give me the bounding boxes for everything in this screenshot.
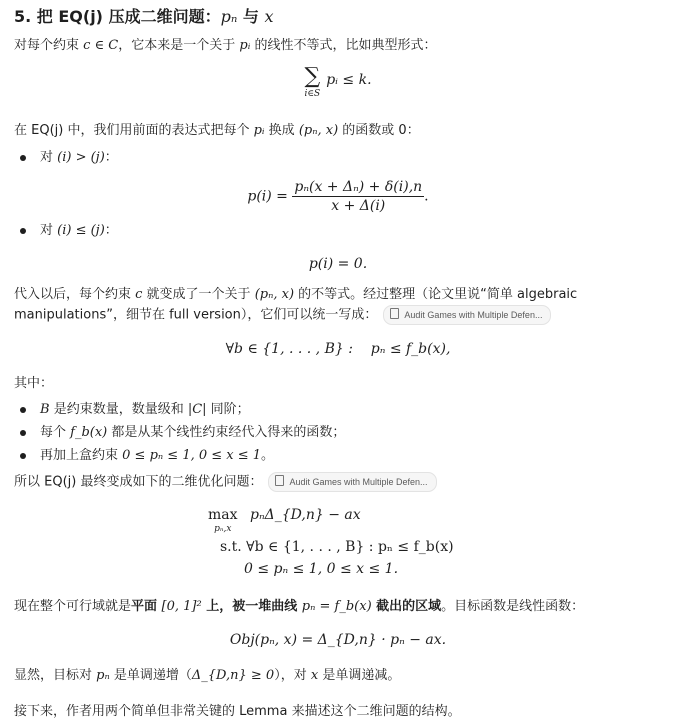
eq2-denominator: x + Δ(i) xyxy=(331,198,386,214)
text: 所以 EQ(j) 最终变成如下的二维优化问题： xyxy=(14,474,263,490)
bullet-dot xyxy=(20,155,26,161)
text: 是单调递增（ xyxy=(109,668,192,683)
text: ： xyxy=(104,150,118,165)
text: 的线性不等式，比如典型形式： xyxy=(250,38,437,53)
bold-text: 上，被一堆曲线 xyxy=(201,599,302,614)
eq2-numerator: pₙ(x + Δₙ) + δ(i),n xyxy=(294,179,423,195)
text: ，它本来是一个关于 xyxy=(118,38,240,53)
math-pn-x: (pₙ, x) xyxy=(298,123,339,138)
math-i-leq-j: (i) ≤ (j) xyxy=(57,223,105,238)
math-pn: pₙ xyxy=(96,668,110,683)
heading-math-pn: pₙ xyxy=(220,7,238,26)
text: 的不等式。经过整理（论文里说“简单 algebraic xyxy=(294,287,578,302)
opt-objective: pₙΔ_{D,n} − ax xyxy=(249,507,361,523)
text: 再加上盒约束 xyxy=(40,448,123,463)
paragraph-monotonicity xyxy=(14,667,400,685)
heading-prefix: 5. 把 EQ(j) 压成二维问题： xyxy=(14,7,221,26)
math-pi: pᵢ xyxy=(253,123,265,138)
list-item-box xyxy=(40,447,274,465)
heading-math-x: x xyxy=(264,7,274,26)
text: 都是从某个线性约束经代入得来的函数； xyxy=(107,425,346,440)
text: 对每个约束 xyxy=(14,38,84,53)
math-i-gt-j: (i) > (j) xyxy=(57,150,105,165)
opt-max-sub: pₙ,x xyxy=(214,524,232,534)
opt-objective-row xyxy=(208,506,454,536)
list-item-fb xyxy=(40,424,345,442)
paragraph-feasible-region xyxy=(14,598,584,616)
paragraph-after-substitution-line2 xyxy=(14,305,551,325)
text: 的函数或 0： xyxy=(338,123,420,138)
equation-p-i-fraction xyxy=(0,178,676,218)
document-icon xyxy=(390,308,399,319)
bullet-dot xyxy=(20,228,26,234)
text: 是约束数量，数量级和 xyxy=(49,402,188,417)
math-c: c xyxy=(135,287,143,302)
citation-chip-label: Audit Games with Multiple Defen... xyxy=(289,477,428,487)
math-pn-x: (pₙ, x) xyxy=(254,287,295,302)
bullet-dot xyxy=(20,430,26,436)
math-box-constraint: 0 ≤ pₙ ≤ 1, 0 ≤ x ≤ 1 xyxy=(122,448,262,463)
text: 就变成了一个关于 xyxy=(142,287,255,302)
text: 代入以后，每个约束 xyxy=(14,287,136,302)
equation-forall-b: ∀b ∈ {1, . . . , B} : pₙ ≤ f_b(x), xyxy=(225,341,451,357)
optimization-problem xyxy=(208,506,454,580)
equation-p-i-zero: p(i) = 0. xyxy=(308,256,368,272)
equation-sum-constraint xyxy=(0,66,676,110)
text: ），对 xyxy=(274,668,311,683)
opt-constraint: s.t. ∀b ∈ {1, . . . , B} : pₙ ≤ f_b(x) xyxy=(220,539,454,555)
citation-chip-audit-games[interactable] xyxy=(383,305,551,325)
text: 。目标函数是线性函数： xyxy=(441,599,585,614)
section-heading xyxy=(14,6,274,28)
math-pn-eq-fb: pₙ = f_b(x) xyxy=(301,599,372,614)
text: 对 xyxy=(40,223,58,238)
document-icon xyxy=(275,475,284,486)
list-item-b-count xyxy=(40,401,250,419)
text: 现在整个可行域就是 xyxy=(14,599,132,614)
paragraph-final-problem xyxy=(14,472,437,492)
sum-body: pᵢ ≤ k. xyxy=(326,72,372,88)
math-c-in-C: c ∈ C xyxy=(83,38,119,53)
eq2-fraction xyxy=(292,178,424,215)
bullet-case-greater xyxy=(40,149,118,167)
equation-objective: Obj(pₙ, x) = Δ_{D,n} · pₙ − ax. xyxy=(229,632,447,648)
eq2-tail: . xyxy=(424,188,429,205)
text: 同阶； xyxy=(206,402,250,417)
citation-chip-audit-games[interactable] xyxy=(268,472,436,492)
math-delta-geq-0: Δ_{D,n} ≥ 0 xyxy=(191,668,275,683)
text: 换成 xyxy=(264,123,299,138)
math-abs-C: |C| xyxy=(187,402,207,417)
math-x: x xyxy=(310,668,319,683)
math-pi: pᵢ xyxy=(239,38,251,53)
paragraph-where: 其中： xyxy=(14,376,54,391)
bullet-dot xyxy=(20,407,26,413)
heading-mid: 与 xyxy=(237,7,265,26)
paragraph-constraint-intro xyxy=(14,37,436,55)
paragraph-after-substitution-line1 xyxy=(14,286,577,304)
text: ： xyxy=(104,223,118,238)
text: 。 xyxy=(261,448,275,463)
text: 显然，目标对 xyxy=(14,668,97,683)
eq2-lhs: p(i) = xyxy=(247,188,288,205)
opt-max: max xyxy=(208,507,238,523)
sum-subscript: i∈S xyxy=(304,89,321,99)
sum-symbol: ∑ xyxy=(304,64,321,89)
text: manipulations”，细节在 full version），它们可以统一写成： xyxy=(14,307,378,323)
citation-chip-label: Audit Games with Multiple Defen... xyxy=(404,310,543,320)
text: 对 xyxy=(40,150,58,165)
text: 在 EQ(j) 中，我们用前面的表达式把每个 xyxy=(14,123,254,138)
bold-text: 平面 xyxy=(131,599,162,614)
math-fb-x: f_b(x) xyxy=(70,425,108,440)
paragraph-next-lemmas: 接下来，作者用两个简单但非常关键的 Lemma 来描述这个二维问题的结构。 xyxy=(14,704,461,719)
math-unit-square: [0, 1]² xyxy=(161,599,202,614)
bullet-case-leq xyxy=(40,222,118,240)
math-B: B xyxy=(40,402,50,417)
opt-box: 0 ≤ pₙ ≤ 1, 0 ≤ x ≤ 1. xyxy=(244,561,399,577)
bullet-dot xyxy=(20,453,26,459)
text: 是单调递减。 xyxy=(318,668,401,683)
text: 每个 xyxy=(40,425,71,440)
paragraph-substitution xyxy=(14,122,420,140)
bold-text: 截出的区域 xyxy=(371,599,442,614)
